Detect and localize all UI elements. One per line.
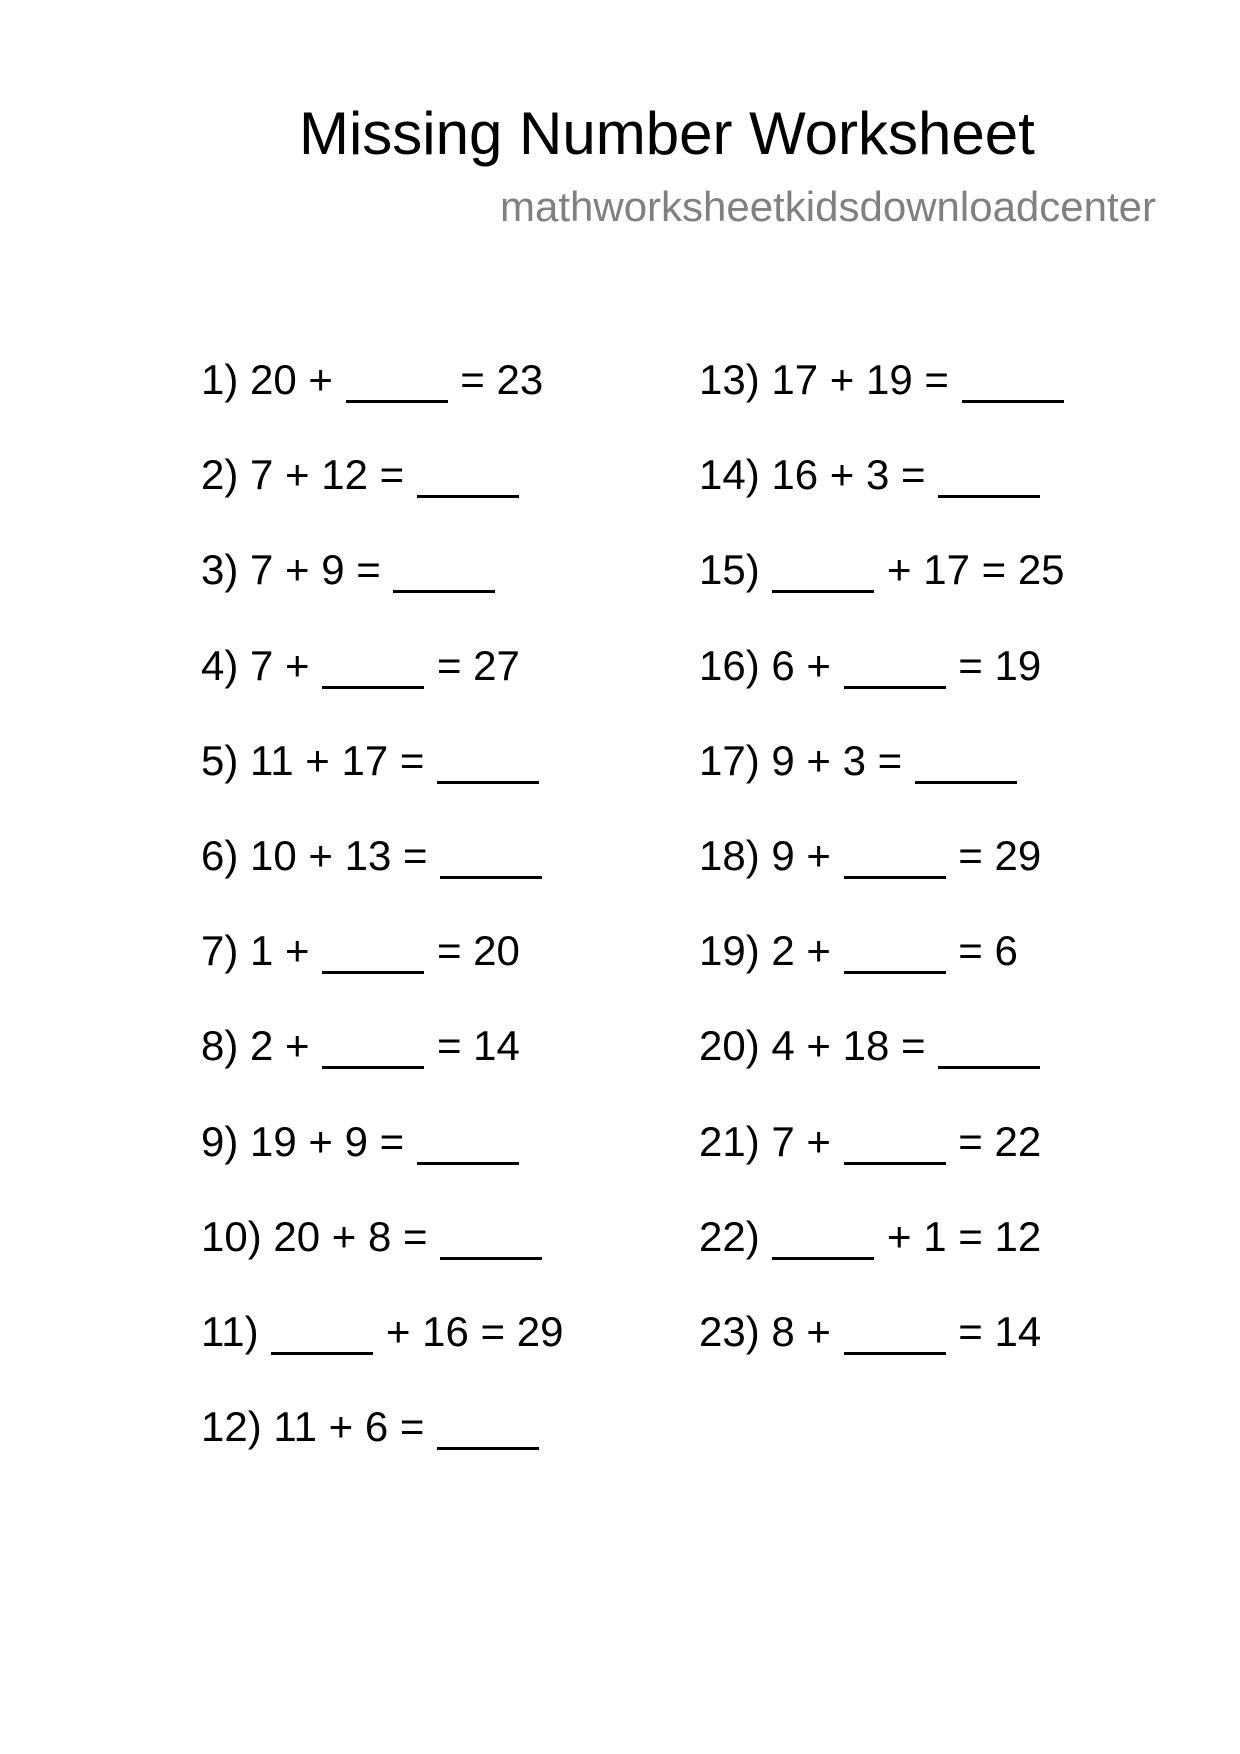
problem-item [201,1016,563,1111]
worksheet-title: Missing Number Worksheet [299,100,1035,167]
answer-blank[interactable] [915,740,1017,784]
answer-blank[interactable] [393,549,495,593]
problem-item [201,1397,563,1492]
problem-expression-before: 19 + 9 = [250,1117,405,1165]
problem-item [201,826,563,921]
answer-blank[interactable] [322,930,424,974]
problem-number: 6) [201,831,239,879]
problem-number: 10) [201,1212,262,1260]
answer-blank[interactable] [440,835,542,879]
problem-number: 9) [201,1117,239,1165]
problem-item [699,1207,1065,1302]
problem-expression-after: = 6 [958,927,1018,975]
answer-blank[interactable] [322,1025,424,1069]
problem-item [699,540,1065,635]
problem-expression-before: 20 + [250,356,333,403]
answer-blank[interactable] [440,1216,542,1260]
problem-expression-after: = 27 [436,641,520,689]
problem-item [699,921,1065,1016]
answer-blank[interactable] [844,930,946,974]
answer-blank[interactable] [322,645,424,689]
problem-item [699,1016,1065,1111]
problem-number: 15) [699,546,760,594]
problem-number: 16) [699,641,760,689]
problem-number: 2) [201,451,239,499]
answer-blank[interactable] [271,1311,373,1355]
problem-item [699,1302,1065,1397]
problem-item [699,636,1065,731]
problem-expression-after: + 1 = 12 [887,1212,1042,1260]
problem-expression-after: = 29 [958,831,1042,879]
problem-expression-after: = 22 [958,1117,1042,1165]
problem-number: 4) [201,641,239,689]
problem-item [201,350,563,445]
answer-blank[interactable] [844,835,946,879]
problem-item [201,1112,563,1207]
answer-blank[interactable] [417,454,519,498]
problem-expression-before: 8 + [771,1307,831,1355]
problem-number: 13) [699,356,760,403]
worksheet-source-subtitle: mathworksheetkidsdownloadcenter [500,183,1157,230]
problem-number: 3) [201,546,239,594]
problem-expression-before: 7 + [771,1117,831,1165]
answer-blank[interactable] [844,645,946,689]
problem-item [201,921,563,1016]
answer-blank[interactable] [844,1121,946,1165]
answer-blank[interactable] [417,1121,519,1165]
problem-expression-before: 20 + 8 = [273,1212,428,1260]
problem-column-right [699,350,1065,1397]
problem-number: 20) [699,1022,760,1070]
problem-item [201,540,563,635]
problem-item [201,1302,563,1397]
problem-expression-after: = 20 [436,927,520,975]
problem-expression-after: + 17 = 25 [887,546,1065,594]
problem-expression-before: 2 + [250,1022,310,1070]
answer-blank[interactable] [437,740,539,784]
problem-expression-before: 16 + 3 = [771,451,926,499]
problem-number: 1) [201,356,239,403]
answer-blank[interactable] [437,1406,539,1450]
problem-column-left [201,350,563,1492]
problem-number: 12) [201,1403,262,1451]
problem-expression-before: 1 + [250,927,310,975]
problem-expression-before: 9 + 3 = [771,736,903,784]
problem-expression-before: 4 + 18 = [771,1022,926,1070]
problem-number: 11) [201,1307,259,1355]
problem-item [699,1112,1065,1207]
problem-number: 22) [699,1212,760,1260]
problem-expression-before: 17 + 19 = [771,356,949,403]
problem-expression-after: = 23 [460,356,544,403]
problem-number: 23) [699,1307,760,1355]
problem-item [699,445,1065,540]
problem-expression-before: 6 + [771,641,831,689]
problem-expression-after: = 14 [436,1022,520,1070]
problem-expression-before: 11 + 17 = [250,736,425,784]
problem-item [201,731,563,826]
problem-number: 18) [699,831,760,879]
problem-expression-before: 10 + 13 = [250,831,428,879]
problem-expression-before: 2 + [771,927,831,975]
problem-expression-before: 7 + 12 = [250,451,405,499]
problem-number: 7) [201,927,239,975]
problem-number: 8) [201,1022,239,1070]
answer-blank[interactable] [772,1216,874,1260]
problem-expression-after: = 19 [958,641,1042,689]
problem-item [201,445,563,540]
problem-expression-before: 11 + 6 = [273,1403,425,1451]
problem-number: 17) [699,736,760,784]
problem-expression-after: + 16 = 29 [385,1307,564,1355]
problem-expression-before: 9 + [771,831,831,879]
problem-item [699,826,1065,921]
answer-blank[interactable] [772,549,874,593]
answer-blank[interactable] [346,359,448,403]
problem-expression-before: 7 + [250,641,310,689]
problem-item [201,1207,563,1302]
problem-expression-before: 7 + 9 = [250,546,381,594]
answer-blank[interactable] [938,1025,1040,1069]
problem-number: 21) [699,1117,760,1165]
problem-item [699,350,1065,445]
problem-item [201,636,563,731]
problem-number: 5) [201,736,239,784]
problem-expression-after: = 14 [958,1307,1042,1355]
problem-item [699,731,1065,826]
problem-number: 14) [699,451,760,499]
problem-number: 19) [699,927,760,975]
answer-blank[interactable] [962,359,1064,403]
answer-blank[interactable] [938,454,1040,498]
answer-blank[interactable] [844,1311,946,1355]
